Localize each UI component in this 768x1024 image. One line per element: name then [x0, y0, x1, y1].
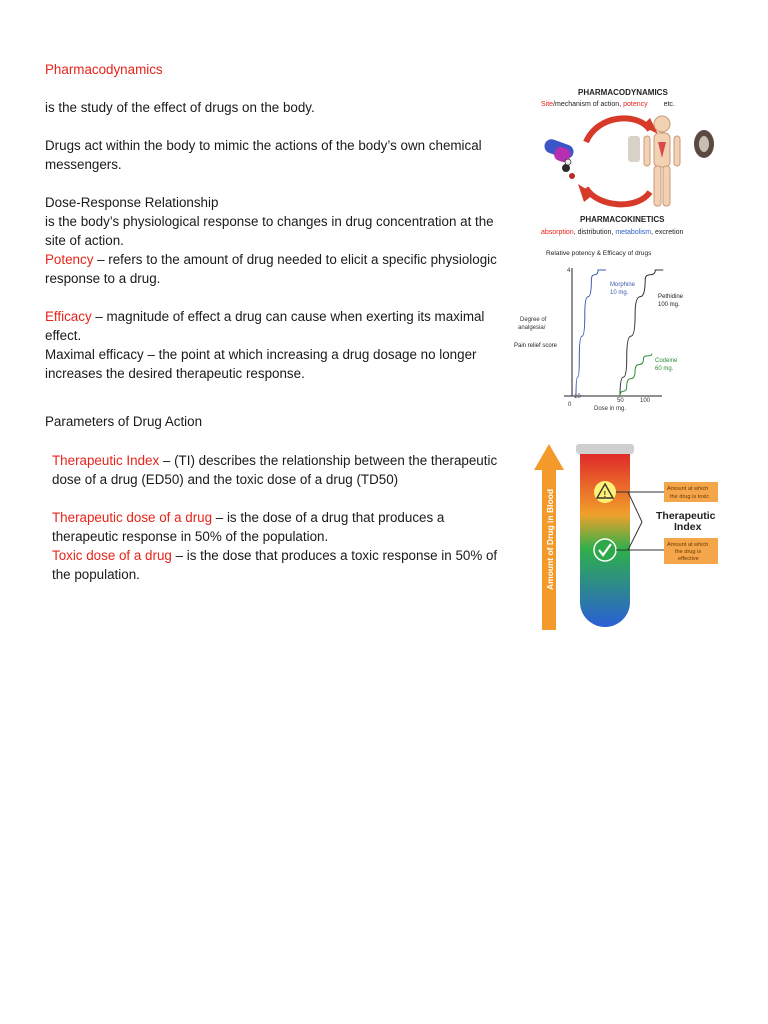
therapeutic-dose-definition	[52, 508, 512, 546]
doses-section	[52, 508, 512, 584]
potency-definition	[45, 250, 515, 288]
potency-efficacy-chart	[512, 246, 722, 416]
intro-text: is the study of the effect of drugs on the body.	[45, 100, 315, 115]
toxic-box-line2: the drug is toxic	[670, 494, 710, 500]
maximal-efficacy: Maximal efficacy – the point at which increasing a drug dosage no longer increases the desired therapeutic response.	[45, 347, 477, 381]
potency-def: – refers to the amount of drug needed to elicit a specific physiologic response to a drug.	[45, 252, 497, 286]
series-label-pethidine-2: 100 mg.	[658, 302, 680, 308]
therapeutic-dose-term: Therapeutic dose of a drug	[52, 510, 213, 525]
chart-ytick: 4	[567, 268, 571, 274]
pharmacodynamics-figure	[538, 84, 730, 240]
series-label-pethidine-1: Pethidine	[658, 294, 684, 300]
index-label-2: Index	[674, 521, 702, 533]
index-label-1: Therapeutic	[656, 510, 716, 522]
efficacy-section	[45, 307, 515, 383]
effective-box-line2: the drug is	[675, 549, 702, 555]
chart-ylabel-1: Degree of	[520, 317, 547, 323]
pd-label: PHARMACODYNAMICS	[578, 88, 668, 97]
bottom-arrow-head	[578, 184, 594, 202]
cell-images-icon	[628, 130, 714, 162]
toxic-box-line1: Amount at which	[667, 486, 709, 492]
pd-sublabel: Site/mechanism of action, potency etc.	[541, 101, 675, 108]
top-arrow	[586, 118, 650, 142]
amount-arrow	[534, 444, 564, 630]
pk-sublabel: absorption, distribution, metabolism, excretion	[541, 229, 684, 236]
dose-response-section	[45, 193, 515, 288]
series-label-codeine-2: 60 mg.	[655, 366, 674, 372]
effective-box-line3: effective	[678, 556, 699, 562]
chart-xtick-10: 10	[574, 394, 581, 400]
bottom-arrow	[586, 188, 650, 204]
toxic-dose-definition	[52, 546, 512, 584]
parameters-heading: Parameters of Drug Action	[45, 414, 203, 429]
potency-term: Potency	[45, 252, 94, 267]
ti-definition	[52, 451, 512, 489]
amount-axis-label: Amount of Drug in Blood	[545, 488, 555, 590]
ti-def: – (TI) describes the relationship between the therapeutic dose of a drug (ED50) and the toxic dose of a drug (TD50)	[52, 453, 498, 487]
capsule-icon	[543, 137, 576, 179]
check-icon	[594, 539, 616, 561]
page-title: Pharmacodynamics	[45, 62, 163, 77]
efficacy-definition	[45, 307, 515, 345]
chart-xlabel: Dose in mg.	[594, 406, 627, 412]
drugs-act-text: Drugs act within the body to mimic the actions of the body’s own chemical messengers.	[45, 138, 482, 172]
series-label-codeine-1: Codeine	[655, 358, 678, 364]
pk-label: PHARMACOKINETICS	[580, 215, 665, 224]
warning-triangle-icon	[594, 481, 616, 503]
ti-term: Therapeutic Index	[52, 453, 160, 468]
chart-xtick-50: 50	[617, 398, 624, 404]
series-label-morphine-2: 10 mg.	[610, 290, 629, 296]
dose-response-heading: Dose-Response Relationship	[45, 195, 219, 210]
series-line-morphine	[576, 270, 606, 396]
series-label-morphine-1: Morphine	[610, 282, 636, 288]
chart-title: Relative potency & Efficacy of drugs	[546, 250, 652, 257]
tube-cap	[576, 444, 634, 454]
chart-ylabel-2: analgesia/	[518, 325, 546, 331]
chart-xtick-100: 100	[640, 398, 651, 404]
effective-box-line1: Amount at which	[667, 542, 709, 548]
therapeutic-dose-def: – is the dose of a drug that produces a therapeutic response in 50% of the population.	[52, 510, 445, 544]
chart-ylabel-3: Pain relief score	[514, 343, 558, 349]
efficacy-def: – magnitude of effect a drug can cause when exerting its maximal effect.	[45, 309, 485, 343]
svg-text:!: !	[603, 490, 607, 499]
series-line-codeine	[620, 353, 652, 396]
toxic-dose-term: Toxic dose of a drug	[52, 548, 172, 563]
dose-response-body: is the body’s physiological response to changes in drug concentration at the site of action.	[45, 214, 494, 248]
efficacy-term: Efficacy	[45, 309, 92, 324]
therapeutic-index-figure	[530, 440, 730, 632]
series-line-pethidine	[620, 270, 663, 396]
toxic-dose-def: – is the dose that produces a toxic response in 50% of the population.	[52, 548, 498, 582]
chart-xtick-0: 0	[568, 402, 572, 408]
